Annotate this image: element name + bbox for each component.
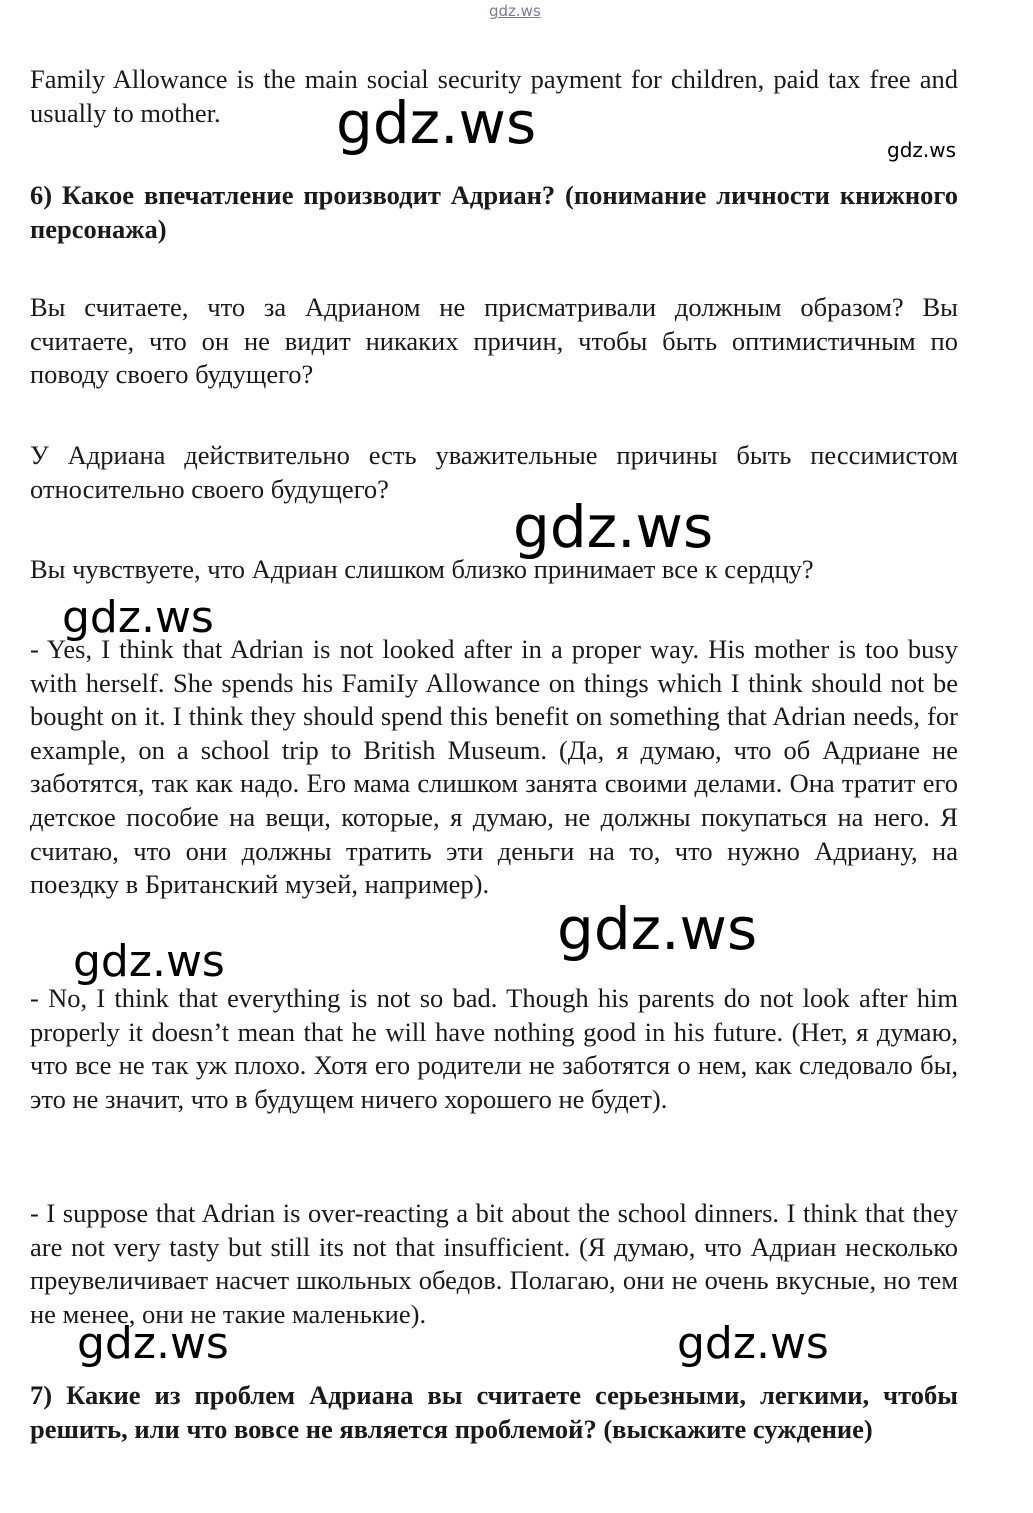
section-7-heading: 7) Какие из проблем Адриана вы считаете серьезными, легкими, чтобы решить, или что вовсе не является проблемой? (выскажите суждение) [30,1380,958,1444]
answer-paragraph-2: - No, I think that everything is not so bad. Though his parents do not look after him properly it doesn’t mean that he will have nothing good in his future. (Нет, я думаю, что все не так уж плохо. Хотя его родители не заботятся о нем, как следовало бы, это не значит, что в будущем ничего хорошего не будет). [30,983,958,1114]
watermark: gdz.ws [77,1318,229,1369]
question-paragraph-2: У Адриана действительно есть уважительные причины быть пессимистом относительно своего будущего? [30,440,958,504]
watermark: gdz.ws [73,936,225,987]
intro-paragraph: Family Allowance is the main social security payment for children, paid tax free and usually to mother. [30,64,958,128]
answer-paragraph-3: - I suppose that Adrian is over-reacting a bit about the school dinners. I think that they are not very tasty but still its not that insufficient. (Я думаю, что Адриан несколько преувеличивает насчет школьных обедов. Полагаю, они не очень вкусные, но тем не менее, они не такие маленькие). [30,1198,958,1329]
watermark: gdz.ws [62,592,214,643]
question-paragraph-3: Вы чувствуете, что Адриан слишком близко принимает все к сердцу? [30,554,814,584]
answer-paragraph-1: - Yes, I think that Adrian is not looked after in a proper way. His mother is too busy with herself. She spends his FamiIy Allowance on things which I think should not be bought on it. I think they should spend this benefit on something that Adrian needs, for example, on a school trip to British Museum. (Да, я думаю, что об Адриане не заботятся, так как надо. Его мама слишком занята своими делами. Она тратит его детское пособие на вещи, которые, я думаю, не должны покупаться на него. Я считаю, что они должны тратить эти деньги на то, что нужно Адриану, на поездку в Британский музей, например). [30,634,958,900]
section-6-heading: 6) Какое впечатление производит Адриан? (понимание личности книжного персонажа) [30,180,958,244]
watermark: gdz.ws [336,89,537,157]
watermark: gdz.ws [557,895,758,963]
watermark: gdz.ws [513,493,714,561]
watermark-top-link[interactable]: gdz.ws [489,2,541,20]
watermark: gdz.ws [887,138,957,162]
watermark: gdz.ws [677,1318,829,1369]
question-paragraph-1: Вы считаете, что за Адрианом не присматривали должным образом? Вы считаете, что он не видит никаких причин, чтобы быть оптимистичным по поводу своего будущего? [30,292,958,390]
